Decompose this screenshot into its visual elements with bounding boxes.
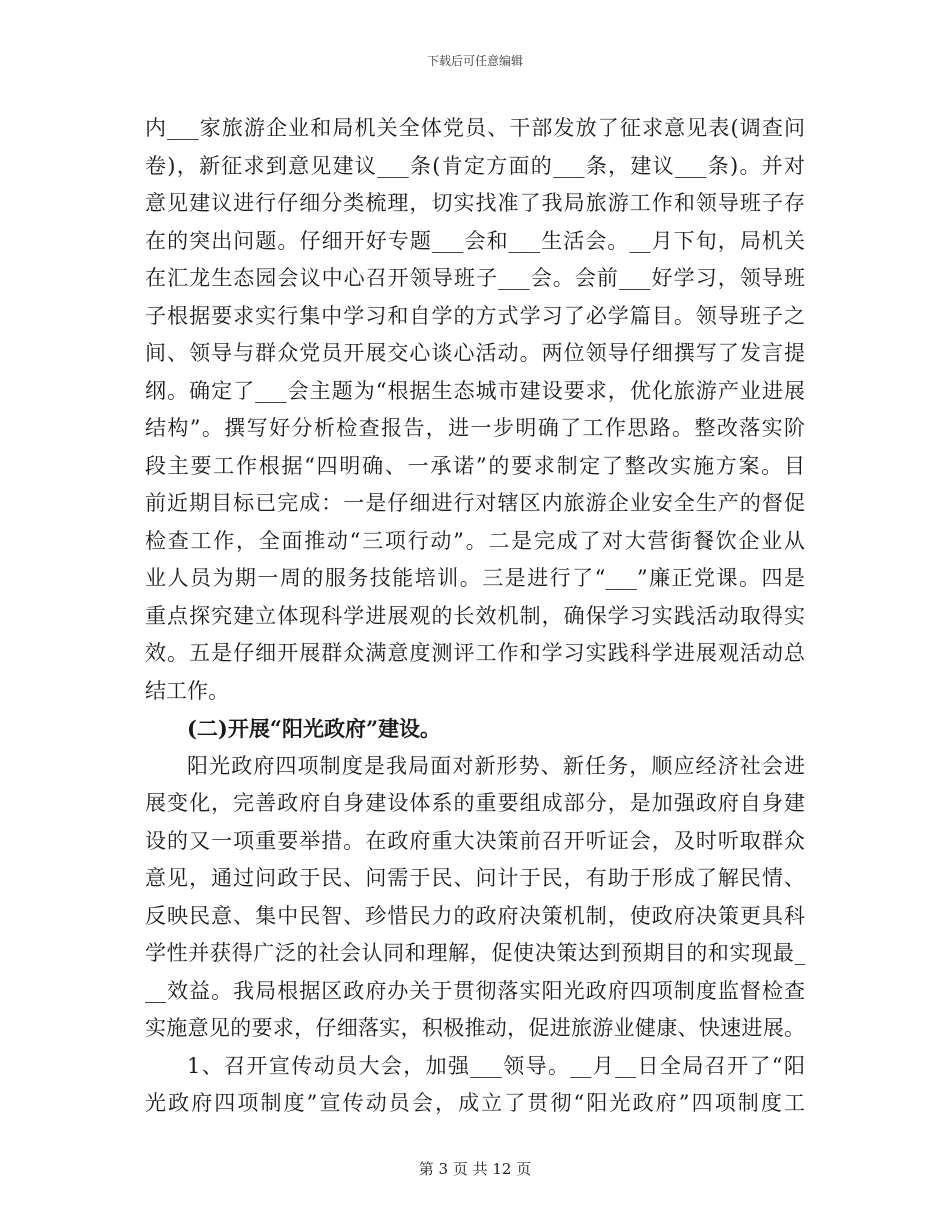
- text-line: 在的突出问题。仔细开好专题___会和___生活会。__月下旬，局机关: [145, 228, 805, 253]
- text-line: 子根据要求实行集中学习和自学的方式学习了必学篇目。领导班子之: [145, 303, 805, 328]
- page-number: 第 3 页 共 12 页: [418, 1160, 532, 1178]
- document-body: [145, 110, 805, 1123]
- text-line: 实施意见的要求，仔细落实，积极推动，促进旅游业健康、快速进展。: [145, 1016, 805, 1040]
- section-heading: (二)开展“阳光政府”建设。: [187, 716, 442, 741]
- text-line: 展变化，完善政府自身建设体系的重要组成部分，是加强政府自身建: [145, 791, 805, 815]
- text-line: 阳光政府四项制度是我局面对新形势、新任务，顺应经济社会进: [187, 753, 805, 778]
- text-line: 前近期目标已完成：一是仔细进行对辖区内旅游企业安全生产的督促: [145, 491, 805, 515]
- text-line: 设的又一项重要举措。在政府重大决策前召开听证会，及时听取群众: [145, 828, 805, 853]
- text-line: 检查工作，全面推动“三项行动”。二是完成了对大营街餐饮企业从: [145, 528, 805, 553]
- text-line: __效益。我局根据区政府办关于贯彻落实阳光政府四项制度监督检查: [145, 978, 805, 1003]
- text-line: 间、领导与群众党员开展交心谈心活动。两位领导仔细撰写了发言提: [145, 341, 805, 365]
- text-line: 纲。确定了___会主题为“根据生态城市建设要求，优化旅游产业进展: [145, 378, 805, 403]
- text-line: 重点探究建立体现科学进展观的长效机制，确保学习实践活动取得实: [145, 603, 805, 628]
- text-line: 效。五是仔细开展群众满意度测评工作和学习实践科学进展观活动总: [145, 641, 805, 665]
- text-line: 卷)，新征求到意见建议___条(肯定方面的___条，建议___条)。并对: [145, 153, 805, 178]
- text-line: 内___家旅游企业和局机关全体党员、干部发放了征求意见表(调查问: [145, 116, 805, 140]
- text-line: 意见建议进行仔细分类梳理，切实找准了我局旅游工作和领导班子存: [145, 191, 805, 215]
- text-line: 意见，通过问政于民、问需于民、问计于民，有助于形成了解民情、: [145, 866, 805, 890]
- header-note: 下载后可任意编辑: [426, 54, 523, 68]
- text-line: 结工作。: [145, 678, 229, 703]
- text-line: 光政府四项制度”宣传动员会，成立了贯彻“阳光政府”四项制度工: [145, 1091, 805, 1115]
- text-line: 1、召开宣传动员大会，加强___领导。__月__日全局召开了“阳: [187, 1053, 805, 1078]
- text-line: 反映民意、集中民智、珍惜民力的政府决策机制，使政府决策更具科: [145, 903, 805, 928]
- text-line: 业人员为期一周的服务技能培训。三是进行了“___”廉正党课。四是: [145, 566, 805, 590]
- text-line: 学性并获得广泛的社会认同和理解，促使决策达到预期目的和实现最_: [145, 941, 805, 965]
- text-line: 段主要工作根据“四明确、一承诺”的要求制定了整改实施方案。目: [145, 453, 805, 478]
- text-line: 结构”。撰写好分析检查报告，进一步明确了工作思路。整改落实阶: [145, 416, 805, 440]
- text-line: 在汇龙生态园会议中心召开领导班子___会。会前___好学习，领导班: [145, 266, 805, 290]
